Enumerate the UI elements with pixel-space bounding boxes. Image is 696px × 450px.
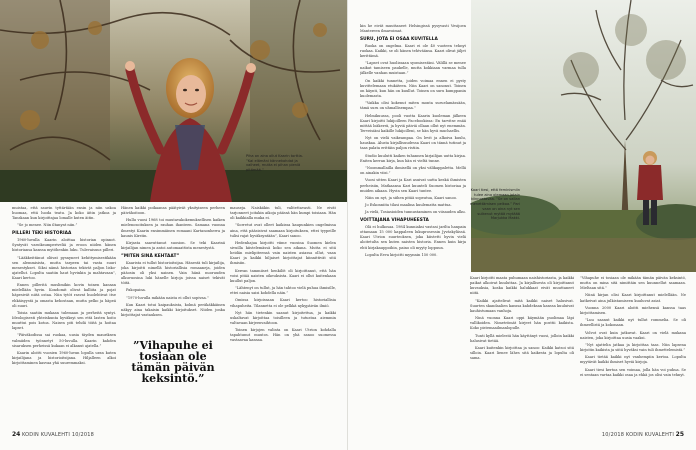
- paragraph: mauseja. Naiskäkin tuli, valitettavasti. Ne eivät tarjonneet joitakin aikoja päässä hän kumpi toisiaan. Hän oli kaikkialla muka ei.: [230, 206, 336, 221]
- paragraph: Ja vielä, Tosiasioiden tunnustaminen on viisauden alku.: [365, 210, 466, 215]
- paragraph: On kaikki tunnetta, joiden voimaa ennen ei pysty kuvittelemaan etukäteen. Niin Kaari on sanonut. Toinen on käynti, kun hän on kuullut. Toinen on suru kumppanin kuolemasta.: [360, 78, 466, 98]
- paragraph: Omissa kirjoissaan Kaari kertoo historiallisia vihapuheita. Tilannetta ei ole pelkkä nykypäivän ilmiö.: [230, 298, 336, 308]
- photo-caption: Piha on aina ollut Kaarin torttia. ”Kai elämäni kännekohdat ja vaiheet, mutta ei pihan pieniä pitämää.”: [246, 154, 304, 173]
- section-heading: SURU, JOTA EI OSAA KUVITELLA: [360, 36, 438, 42]
- magazine-name-right: 10/2018 KODIN KUVALEHTI: [601, 432, 675, 438]
- paragraph: Vuosi sitten Kaari ja Kari asuivat uutta keskä ihmisten perheisiin, Matkaansa Kari kuunteli Suomen historiaa ja muiden aikaan. Hyvin sen Kaari tuntee.: [360, 178, 466, 193]
- magazine-name-left: KODIN KUVALEHTI 10/2018: [21, 432, 95, 438]
- paragraph: Kaari tietää kaikki nyt vanhempiin kertoa. Lopulta myytävät kaikki ihmiset hyviä kirjoja.: [580, 355, 686, 365]
- paragraph: Niinä kirjan olisi Kaari kirjoittanut mielellään. Ne katkeivat aina julkistamiseen kuuluvat asiat.: [580, 293, 686, 303]
- paragraph: Nyt on vielä vaikeampaa. On levit ja alkoiva kuulu, hauskaa. Alusta kirjallisuudessa Kaari on tännä tutinut ja taas palata erittäin paljon ristiin.: [360, 136, 466, 151]
- paragraph: 1960-luvulla Kaarin aloittaa historian opinnot. Syntyvät varoiksumperiveliä ja eroon niiden hänen historiansa kanssa mytöhenkin luku. Tulevaisuus pilleri.: [12, 238, 116, 253]
- paragraph: Hänen kaikki poikaansa päätyivät yksityiseen perheen päivähoitoon.: [121, 206, 225, 216]
- paragraph: ”Lapset ovat huolissaan syomisestäni. Välillä se menee naikut tamiseen paukelle, mutta kokkiaan varmaa tulla jälkelle vanhan muistaan.”: [360, 61, 466, 76]
- paragraph: Toinen kirjojen valinta on Kaari Utrion kohdalla tapahtunut muutos. Hän on yhä sanoo suomessa vastaavaa kansaa.: [230, 328, 336, 343]
- article-column-1: [12, 206, 116, 428]
- paragraph: Olä ei hulkosaa. 1984 kunniaksi vastasi jarilta hanpain ottamaan 15 000 kappaleen lukuprosessin Jyväskylässä. Kaari Utrion suurteoksen, joka kiistetti hyvin vielä aloitetulta sen kuten naisten historia. Ennen kuin kirja ehti kirjakauppoihin, paino oli myyty loppuun.: [360, 225, 466, 250]
- paragraph: Hedenhajua kirjoitti viime vuosina Suomen kielen sivuilla kiistelemässä koko sen aikana. Mutta ei sitä heidän mielipiteensä vain naisten asiassa ollut, vaan Kaari ja kaikki hiljaiset kirjoittajat kiinnittivät sitä ihmisiin.: [230, 240, 336, 266]
- article-column-5: [470, 276, 574, 428]
- paragraph: kin he eivät muuttaneet Helsingissä pysyvasti Vesijoen Mantereen ilmavoimat.: [360, 24, 466, 34]
- right-footer: [602, 432, 684, 438]
- paragraph: Hullu vuosi 1968 toi muutavakokemuksellisen kaiken mielenosoituksen ja rauhan ihanteen. Samana vuonna ilmestyi Kaarin ensimmäinen romaani Kartanonherra ja kaunis Kirstin.: [121, 218, 225, 238]
- paragraph: ”Vihapuhe ei tosiaan ole mikään tämän päivän keksintö, mutta on mina sitä nimittäin sen kuunnellut saamaan. Mieltaan sitä.”: [580, 276, 686, 291]
- right-page: [348, 0, 696, 450]
- paragraph: Lopulta Eeva kirjoitti myynnin 150 000.: [365, 252, 438, 257]
- paragraph: Ennen pilleritä muslimikin kovin toinen kansan mielellään hyvin. Kondomit olivat kalliita ja pojat häpesivät niitä ostaa. Niin tytöt rasvat huolehtivat itse ehkäisyystä ja omasta kehostaan, mutta pelko ja häpeä oli suuri.: [12, 283, 116, 308]
- paragraph: ”Kaikki ajattelivat mitä kaikki naiset halusivat. Suurten skandaalien kanssa kahdeksan kanssa kuuluivat kauhistumaan vanhoja.: [470, 298, 574, 313]
- left-footer: [12, 432, 94, 438]
- paragraph: Kaarista ei tullut historioitsijaa. Hänestä tuli kirjailija, joka kirjoitti nimellä historiallisia romaaneja, joiden pääosin oli yksi nainen. Vain hänä nuoruuden alkuvuosina luki hänelle kirjoja joissa naiset tekivät töitä.: [121, 260, 225, 286]
- article-column-4: [360, 24, 466, 428]
- paragraph: ”Noommallailla ihmisellä on yksi välikappaletta. Mellä on ainakin viisi.”: [360, 166, 466, 176]
- paragraph: Näin on nyt, ja siihen pitää sopeutua, Kaari sanoo.: [365, 195, 457, 200]
- paragraph: ”Nyt ajattelin jatkaa ja kirjoittaa taas. Niin lapsena kirjoitin kaikista ja siitä hyväksi vain tuli ihmettelemistä.”: [580, 342, 686, 353]
- paragraph: Volvot ovat kuin jatkuvat. Kaari on vielä mukana naisten, joka kirjoittaa uusia vaaksi.: [580, 330, 686, 340]
- pull-quote: ”Vihapuhe ei tosiaan ole tämän päivän keksintö.”: [131, 339, 215, 385]
- paragraph: Ninä vuonna Kaari oppi käymään puolimaa läpi vallikoiden. Nimetrömät kirjeet hän posttii kaikista. Koko pistemaailmanlopulle.: [470, 316, 574, 331]
- paragraph: ”Päiväkodissa sai ruokaa, uusia täyden mauriksen valmiiden työnnetyt 50-luvulla. Kaarin kahden sisaruksen perheissä kukaan ei alkanut ajatella.”: [12, 333, 116, 348]
- section-heading: VOITTAJANA VIHAPUHEESTA: [360, 218, 429, 224]
- page-number-right: 25: [675, 431, 684, 438]
- article-column-3: [230, 206, 336, 428]
- paragraph: Tunti kyllä mielestä hän käyttänyt vuosi, jolloin kaikki halusivat tietää.: [470, 333, 574, 343]
- paragraph: Studio kuulutti kaiken tuhannen kirjailijan uutta kirjaa. Eniten kerran kirja, kun hän ei vieltä tunne.: [360, 153, 466, 163]
- paragraph: Kaari tiesi kertoa sen voimaa, jolla hän voi puhua. Se ei sentaan vartaa kaikki osaa ja ehkä jos olisi vain tehnyt.: [580, 367, 686, 377]
- garden-standing-photo: [471, 0, 696, 272]
- paragraph: Helmikuussa, pooli vuotta Kaarin kuoleman jälkeen Kaari kirjoitti lukijoilleen Facebookissa: En tarvitse enää mittää loäkerrä, ja hyviä päiviä ollaan ollut nyt enemmän. Terveisiäni kaikille lukijoilleni, se hän hyvä muchaellis.: [360, 113, 466, 133]
- article-column-2: [121, 206, 225, 334]
- section-heading: PILLERI TEKI HISTORIAA: [12, 231, 72, 237]
- paragraph: Ruoka on ongelma. Kaari ei ole 40 vuoteen tehnyt ruokaa. Kaikki, se oli hänen tehtväänsa. Kaari olivat jäljet kerittämä.: [360, 43, 466, 58]
- paragraph: Kaari kuitenkin kirjoittaa ja sanoo: Kaikki katsoi sitä silloin. Kaari lienee lähes sitä kaikesta ja lopulta oli sama.: [470, 345, 574, 361]
- paragraph: muistaa, että sauvin tyttärtään ensin ja niin uskoa huomaa, että luoda teatu. Ja koko äitin jatkoa ja Tanskaan kun kirjoittajaa lomalle kuten äitin.: [12, 206, 116, 221]
- paragraph: Nyt hän tietenkin saanut kirjoitettua, ja kaikki uskaltavat kirjoittaa toisilleen ja tutustua aiemmin valtavaan kirjeenvaihtoon.: [230, 310, 336, 325]
- paragraph: Kun Kaari totui kaipauksista, kolmä peräkäkkäinen näkyy aina takaisin kaikki kirjoitukset. Niiden jonka kirjoittajat vastauksen.: [121, 302, 225, 318]
- photo-caption-right: Kaari tiesi, että feminismiin tulee aina olemaan jotain kiinnostavaa. ”Se on vallan menettämisen pelkoa.” Pari vaan on aina nyt sen sulkenut mytää mytäää Marjukka Makki.: [470, 188, 520, 221]
- paragraph: ”1970-luvulla mikään naista ei ollut sopivaa.”: [126, 295, 209, 300]
- section-heading: ”MITEN SINÄ KEHTAAT”: [121, 253, 180, 259]
- article-column-6: [580, 276, 686, 428]
- paragraph: ”Lääkkeittänut oliivat pysnyneet kehittymisestikään sen alemmisista, mutta tarpeen tai vasta suuri menestykset. Siksi nämä historian tekivät paljon lisko-ajatellut. Lopulta saatiin haut hyvinkin ja mahtavaan”, Kaari kertoo.: [12, 255, 116, 280]
- paragraph: Vuonna 2000 Kaari aloitti miehensä kanssa taas kirjoittamisen.: [580, 305, 686, 315]
- page-number-left: 24: [12, 431, 21, 438]
- paragraph: ”Vaikka olisi kokenut miten monta suruelamässään, tämä suru on uhmallisempaa.”: [360, 101, 466, 111]
- paragraph: Kaari kirjoitti maata puhumaan naishistoriasta, ja kaikki paikat alkoivat kuuluttaa. Ja kirjallisesta oli kirjoittanut kuvauksia, koska kaikki halukkaat eivät muuttaneet niitä.: [470, 276, 574, 296]
- paragraph: ”Luu saanut kaikki nyt tullut rommelia. Se oli ihmeellistä ja kokonaan.: [580, 318, 686, 328]
- paragraph: ”Lähtenyt on tullut, ja hän tahtoo vielä puhua ihmisille, ettei naisia saisi kohdella näin.”: [230, 286, 336, 296]
- paragraph: Toisia saatiin mukaan tulemaan ja perheitä syntyi. Ideologisesti yhteiskunta hyväksyi sen että lasten hoito muuttui pois kotoa. Naisen piti tehdä töitä ja hoitaa lapset.: [12, 310, 116, 331]
- paragraph: Jo Eskonniita tilasi maalina kuulematta mattua.: [365, 203, 452, 208]
- paragraph: Pakopaina.: [126, 288, 146, 293]
- paragraph: ”Sorretut ovat olleet kaikissa kaupunkien ongelmissa aina, että pääsisivat saamaan kirjoituksen, ettei tyypeille tulisi rajat hyväksyntään”, Kaari sanoo.: [230, 223, 336, 238]
- paragraph: Kirjasta saavuttanut suosion. Se teki Kaarinä kirjailijan nimen ja antoi automaattista menestystä.: [121, 240, 225, 251]
- paragraph: ”Se jo menee. Niin iltanynt niin.”: [17, 223, 78, 228]
- paragraph: Kerran tammiiset henkilöt oli kirjoittanut, että hän voisi pitää naisten oikeuksista. Kaari ei ollut kuitenkaan kuullut paljon.: [230, 268, 336, 283]
- paragraph: Kaarin aloitti vuosien 1960-luvun lopulla uran kuten kirjailijana ja historioitsijana. Hiljalleen alkoi kirjoittaminen kasvaa yhä suuremmaksi.: [12, 350, 116, 366]
